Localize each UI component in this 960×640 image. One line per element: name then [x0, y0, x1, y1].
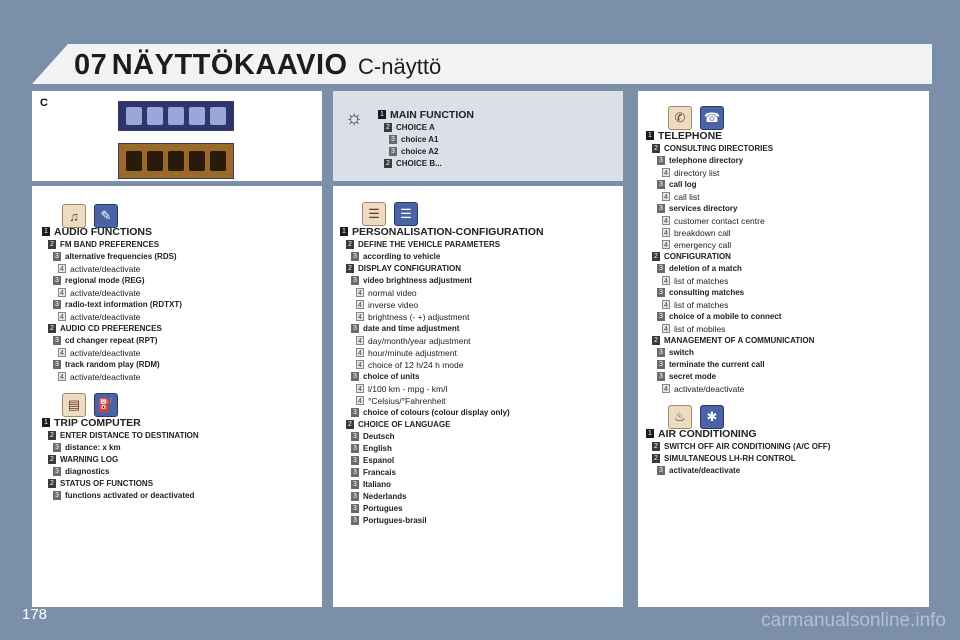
menu-item-label: brightness (- +) adjustment — [368, 312, 470, 322]
menu-item-label: Francais — [363, 468, 396, 477]
level-badge: 4 — [662, 192, 670, 201]
level-badge: 4 — [356, 336, 364, 345]
level-badge: 3 — [657, 312, 665, 321]
level-badge: 4 — [356, 348, 364, 357]
level-badge: 1 — [42, 227, 50, 236]
display-icon-strip-bottom — [118, 143, 234, 179]
menu-item-label: choice of a mobile to connect — [669, 312, 782, 321]
sliders-blue-icon: ☰ — [394, 202, 418, 226]
menu-item-label: call log — [669, 180, 697, 189]
level-badge: 1 — [646, 131, 654, 140]
menu-item-label: breakdown call — [674, 228, 731, 238]
level-badge: 2 — [652, 336, 660, 345]
level-badge: 3 — [657, 180, 665, 189]
level-badge: 3 — [351, 372, 359, 381]
music-icon: ♫ — [62, 204, 86, 228]
level-badge: 4 — [662, 168, 670, 177]
menu-item-label: WARNING LOG — [60, 455, 119, 464]
level-badge: 3 — [389, 135, 397, 144]
level-badge: 4 — [356, 300, 364, 309]
level-badge: 3 — [389, 147, 397, 156]
mobile-phone-icon: ✆ — [668, 106, 692, 130]
menu-item-label: Deutsch — [363, 432, 395, 441]
level-badge: 4 — [662, 240, 670, 249]
menu-item-label: PERSONALISATION-CONFIGURATION — [352, 226, 544, 238]
menu-item-label: AIR CONDITIONING — [658, 428, 757, 440]
level-badge: 3 — [351, 480, 359, 489]
level-badge: 2 — [346, 420, 354, 429]
main-function-panel — [333, 91, 623, 181]
menu-item-label: TRIP COMPUTER — [54, 417, 141, 429]
menu-item-label: choice of units — [363, 372, 420, 381]
level-badge: 3 — [351, 408, 359, 417]
title-number: 07 — [74, 49, 108, 81]
radio-icon: ✎ — [94, 204, 118, 228]
level-badge: 3 — [351, 432, 359, 441]
aircon-icon — [210, 151, 226, 171]
level-badge: 4 — [58, 288, 66, 297]
menu-item-label: according to vehicle — [363, 252, 441, 261]
menu-item-label: Espanol — [363, 456, 395, 465]
menu-item-label: FM BAND PREFERENCES — [60, 240, 160, 249]
menu-item-label: choice of 12 h/24 h mode — [368, 360, 464, 370]
menu-item-label: list of matches — [674, 300, 729, 310]
menu-item-label: activate/deactivate — [70, 288, 141, 298]
level-badge: 3 — [351, 444, 359, 453]
menu-item-label: activate/deactivate — [70, 348, 141, 358]
level-badge: 2 — [652, 252, 660, 261]
menu-item-label: customer contact centre — [674, 216, 765, 226]
menu-item-label: activate/deactivate — [669, 466, 741, 475]
trip-icon — [147, 151, 163, 171]
menu-item-label: diagnostics — [65, 467, 110, 476]
menu-item-label: CHOICE B... — [396, 159, 442, 168]
menu-item-label: track random play (RDM) — [65, 360, 160, 369]
level-badge: 3 — [53, 336, 61, 345]
level-badge: 1 — [646, 429, 654, 438]
menu-item-label: AUDIO CD PREFERENCES — [60, 324, 162, 333]
level-badge: 4 — [662, 216, 670, 225]
aircon-warm-icon: ♨ — [668, 405, 692, 429]
watermark: carmanualsonline.info — [761, 610, 946, 631]
audio-icon — [126, 107, 142, 125]
level-badge: 1 — [340, 227, 348, 236]
menu-item-label: TELEPHONE — [658, 130, 723, 142]
level-badge: 4 — [58, 264, 66, 273]
level-badge: 3 — [53, 443, 61, 452]
level-badge: 3 — [53, 360, 61, 369]
level-badge: 2 — [346, 240, 354, 249]
level-badge: 4 — [662, 324, 670, 333]
menu-item-label: consulting matches — [669, 288, 745, 297]
level-badge: 3 — [351, 492, 359, 501]
menu-item-label: CONSULTING DIRECTORIES — [664, 144, 774, 153]
menu-item-label: CHOICE OF LANGUAGE — [358, 420, 451, 429]
level-badge: 4 — [356, 384, 364, 393]
aircon-icons — [668, 405, 724, 429]
menu-item-label: activate/deactivate — [70, 312, 141, 322]
level-badge: 2 — [48, 324, 56, 333]
level-badge: 2 — [652, 144, 660, 153]
menu-item-label: directory list — [674, 168, 720, 178]
menu-item-label: hour/minute adjustment — [368, 348, 457, 358]
menu-item-label: list of matches — [674, 276, 729, 286]
level-badge: 3 — [657, 288, 665, 297]
level-badge: 4 — [662, 276, 670, 285]
level-badge: 4 — [58, 372, 66, 381]
menu-item-label: normal video — [368, 288, 417, 298]
handset-icon: ☎ — [700, 106, 724, 130]
menu-item-label: inverse video — [368, 300, 419, 310]
level-badge: 3 — [53, 467, 61, 476]
fuel-pump-icon: ⛽ — [94, 393, 118, 417]
level-badge: 3 — [657, 156, 665, 165]
level-badge: 3 — [657, 360, 665, 369]
menu-item-label: activate/deactivate — [70, 372, 141, 382]
level-badge: 3 — [657, 466, 665, 475]
menu-item-label: choice A1 — [401, 135, 439, 144]
level-badge: 4 — [356, 288, 364, 297]
page-number: 178 — [22, 606, 48, 623]
menu-item-label: Portugues-brasil — [363, 516, 427, 525]
menu-item-label: date and time adjustment — [363, 324, 460, 333]
menu-item-label: distance: x km — [65, 443, 121, 452]
menu-item-label: MANAGEMENT OF A COMMUNICATION — [664, 336, 815, 345]
menu-item-label: SIMULTANEOUS LH-RH CONTROL — [664, 454, 796, 463]
menu-item-label: MAIN FUNCTION — [390, 109, 474, 121]
title-main: NÄYTTÖKAAVIO — [111, 49, 348, 81]
menu-item-label: services directory — [669, 204, 738, 213]
level-badge: 3 — [351, 276, 359, 285]
level-badge: 2 — [346, 264, 354, 273]
telephone-icons — [668, 106, 724, 130]
menu-item-label: AUDIO FUNCTIONS — [54, 226, 152, 238]
level-badge: 3 — [53, 252, 61, 261]
menu-item-label: English — [363, 444, 392, 453]
level-badge: 3 — [351, 456, 359, 465]
level-badge: 2 — [48, 431, 56, 440]
level-badge: 2 — [384, 123, 392, 132]
level-badge: 2 — [652, 442, 660, 451]
menu-item-label: SWITCH OFF AIR CONDITIONING (A/C OFF) — [664, 442, 831, 451]
level-badge: 1 — [42, 418, 50, 427]
sun-icon: ☼ — [344, 107, 364, 129]
trip-icon — [147, 107, 163, 125]
config-icon — [168, 151, 184, 171]
menu-item-label: activate/deactivate — [674, 384, 745, 394]
aircon-fan-icon: ✱ — [700, 405, 724, 429]
aircon-icon — [210, 107, 226, 125]
menu-item-label: deletion of a match — [669, 264, 742, 273]
menu-item-label: l/100 km - mpg - km/l — [368, 384, 448, 394]
level-badge: 3 — [351, 468, 359, 477]
level-badge: 4 — [356, 312, 364, 321]
level-badge: 4 — [356, 360, 364, 369]
level-badge: 4 — [356, 396, 364, 405]
title-sub: C-näyttö — [358, 54, 442, 79]
menu-item-label: Portugues — [363, 504, 403, 513]
menu-item-label: telephone directory — [669, 156, 744, 165]
menu-item-label: choice of colours (colour display only) — [363, 408, 510, 417]
audio-icon — [126, 151, 142, 171]
config-icon — [168, 107, 184, 125]
menu-item-label: cd changer repeat (RPT) — [65, 336, 158, 345]
menu-item-label: ENTER DISTANCE TO DESTINATION — [60, 431, 199, 440]
trip-icons — [62, 393, 118, 417]
level-badge: 3 — [351, 324, 359, 333]
menu-item-label: functions activated or deactivated — [65, 491, 195, 500]
level-badge: 2 — [652, 454, 660, 463]
menu-item-label: alternative frequencies (RDS) — [65, 252, 177, 261]
menu-item-label: DEFINE THE VEHICLE PARAMETERS — [358, 240, 501, 249]
display-icon-strip-top — [118, 101, 234, 131]
menu-item-label: Nederlands — [363, 492, 407, 501]
menu-item-label: radio-text information (RDTXT) — [65, 300, 182, 309]
menu-item-label: switch — [669, 348, 694, 357]
level-badge: 3 — [657, 264, 665, 273]
level-badge: 3 — [53, 491, 61, 500]
menu-item-label: day/month/year adjustment — [368, 336, 471, 346]
level-badge: 2 — [48, 479, 56, 488]
level-badge: 3 — [657, 348, 665, 357]
menu-item-label: call list — [674, 192, 700, 202]
level-badge: 3 — [657, 372, 665, 381]
menu-item-label: DISPLAY CONFIGURATION — [358, 264, 461, 273]
page-title — [74, 44, 441, 84]
menu-item-label: regional mode (REG) — [65, 276, 145, 285]
level-badge: 3 — [657, 204, 665, 213]
level-badge: 4 — [662, 384, 670, 393]
level-badge: 2 — [48, 455, 56, 464]
menu-item-label: activate/deactivate — [70, 264, 141, 274]
menu-item-label: list of mobiles — [674, 324, 726, 334]
level-badge: 3 — [351, 252, 359, 261]
level-badge: 3 — [351, 504, 359, 513]
menu-item-label: °Celsius/°Fahrenheit — [368, 396, 446, 406]
level-badge: 4 — [58, 312, 66, 321]
phone-icon — [189, 107, 205, 125]
level-badge: 3 — [351, 516, 359, 525]
level-badge: 3 — [53, 276, 61, 285]
menu-item-label: CHOICE A — [396, 123, 435, 132]
menu-item-label: choice A2 — [401, 147, 439, 156]
fuel-log-icon: ▤ — [62, 393, 86, 417]
sliders-icon: ☰ — [362, 202, 386, 226]
level-badge: 4 — [662, 228, 670, 237]
display-label: C — [40, 97, 48, 109]
level-badge: 3 — [53, 300, 61, 309]
level-badge: 1 — [378, 110, 386, 119]
menu-item-label: Italiano — [363, 480, 392, 489]
menu-item-label: video brightness adjustment — [363, 276, 472, 285]
menu-item-label: emergency call — [674, 240, 732, 250]
menu-item-label: STATUS OF FUNCTIONS — [60, 479, 154, 488]
level-badge: 4 — [58, 348, 66, 357]
menu-item-label: terminate the current call — [669, 360, 765, 369]
personalisation-icons — [362, 202, 418, 226]
level-badge: 2 — [48, 240, 56, 249]
level-badge: 4 — [662, 300, 670, 309]
level-badge: 2 — [384, 159, 392, 168]
phone-icon — [189, 151, 205, 171]
menu-item-label: secret mode — [669, 372, 717, 381]
menu-item-label: CONFIGURATION — [664, 252, 731, 261]
